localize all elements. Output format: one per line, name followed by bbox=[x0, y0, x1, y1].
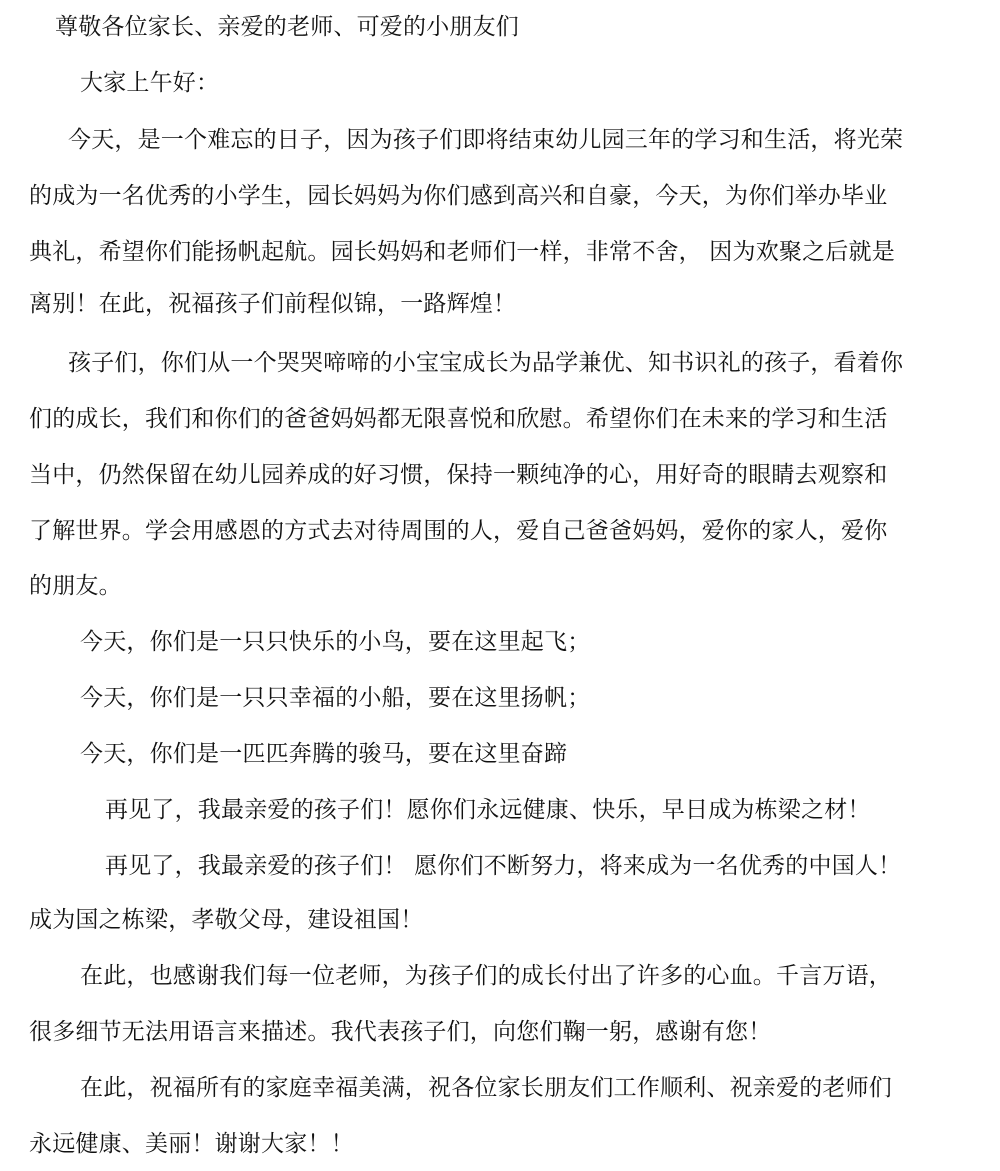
paragraph2-line: 们的成长，我们和你们的爸爸妈妈都无限喜悦和欣慰。希望你们在未来的学习和生活 bbox=[29, 406, 888, 432]
today-line: 今天，你们是一匹匹奔腾的骏马，要在这里奋蹄 bbox=[80, 741, 568, 767]
farewell-line: 再见了，我最亲爱的孩子们！愿你们永远健康、快乐，早日成为栋梁之材！ bbox=[105, 797, 871, 823]
greeting: 大家上午好： bbox=[80, 70, 220, 96]
today-line: 今天，你们是一只只幸福的小船，要在这里扬帆； bbox=[80, 685, 591, 711]
paragraph1-line: 典礼，希望你们能扬帆起航。园长妈妈和老师们一样，非常不舍， 因为欢聚之后就是 bbox=[29, 239, 895, 265]
thanks-line: 在此，也感谢我们每一位老师，为孩子们的成长付出了许多的心血。千言万语， bbox=[80, 963, 892, 989]
closing-line: 永远健康、美丽！谢谢大家！！ bbox=[29, 1131, 354, 1157]
today-line: 今天，你们是一只只快乐的小鸟，要在这里起飞； bbox=[80, 629, 591, 655]
farewell-line: 再见了，我最亲爱的孩子们！ 愿你们不断努力，将来成为一名优秀的中国人！ bbox=[105, 853, 902, 879]
paragraph1-line: 的成为一名优秀的小学生，园长妈妈为你们感到高兴和自豪，今天，为你们举办毕业 bbox=[29, 183, 888, 209]
paragraph1-line: 今天，是一个难忘的日子，因为孩子们即将结束幼儿园三年的学习和生活，将光荣 bbox=[68, 127, 904, 153]
salutation: 尊敬各位家长、亲爱的老师、可爱的小朋友们 bbox=[55, 14, 519, 40]
paragraph2-line: 孩子们，你们从一个哭哭啼啼的小宝宝成长为品学兼优、知书识礼的孩子，看着你 bbox=[68, 350, 904, 376]
paragraph2-line: 的朋友。 bbox=[29, 573, 122, 599]
paragraph2-line: 了解世界。学会用感恩的方式去对待周围的人，爱自己爸爸妈妈，爱你的家人，爱你 bbox=[29, 518, 888, 544]
thanks-line: 很多细节无法用语言来描述。我代表孩子们，向您们鞠一躬，感谢有您！ bbox=[29, 1019, 772, 1045]
farewell-line: 成为国之栋梁，孝敬父母，建设祖国！ bbox=[29, 907, 424, 933]
paragraph2-line: 当中，仍然保留在幼儿园养成的好习惯，保持一颗纯净的心，用好奇的眼睛去观察和 bbox=[29, 462, 888, 488]
paragraph1-line: 离别！在此，祝福孩子们前程似锦，一路辉煌！ bbox=[29, 291, 517, 317]
closing-line: 在此，祝福所有的家庭幸福美满，祝各位家长朋友们工作顺利、祝亲爱的老师们 bbox=[80, 1075, 892, 1101]
